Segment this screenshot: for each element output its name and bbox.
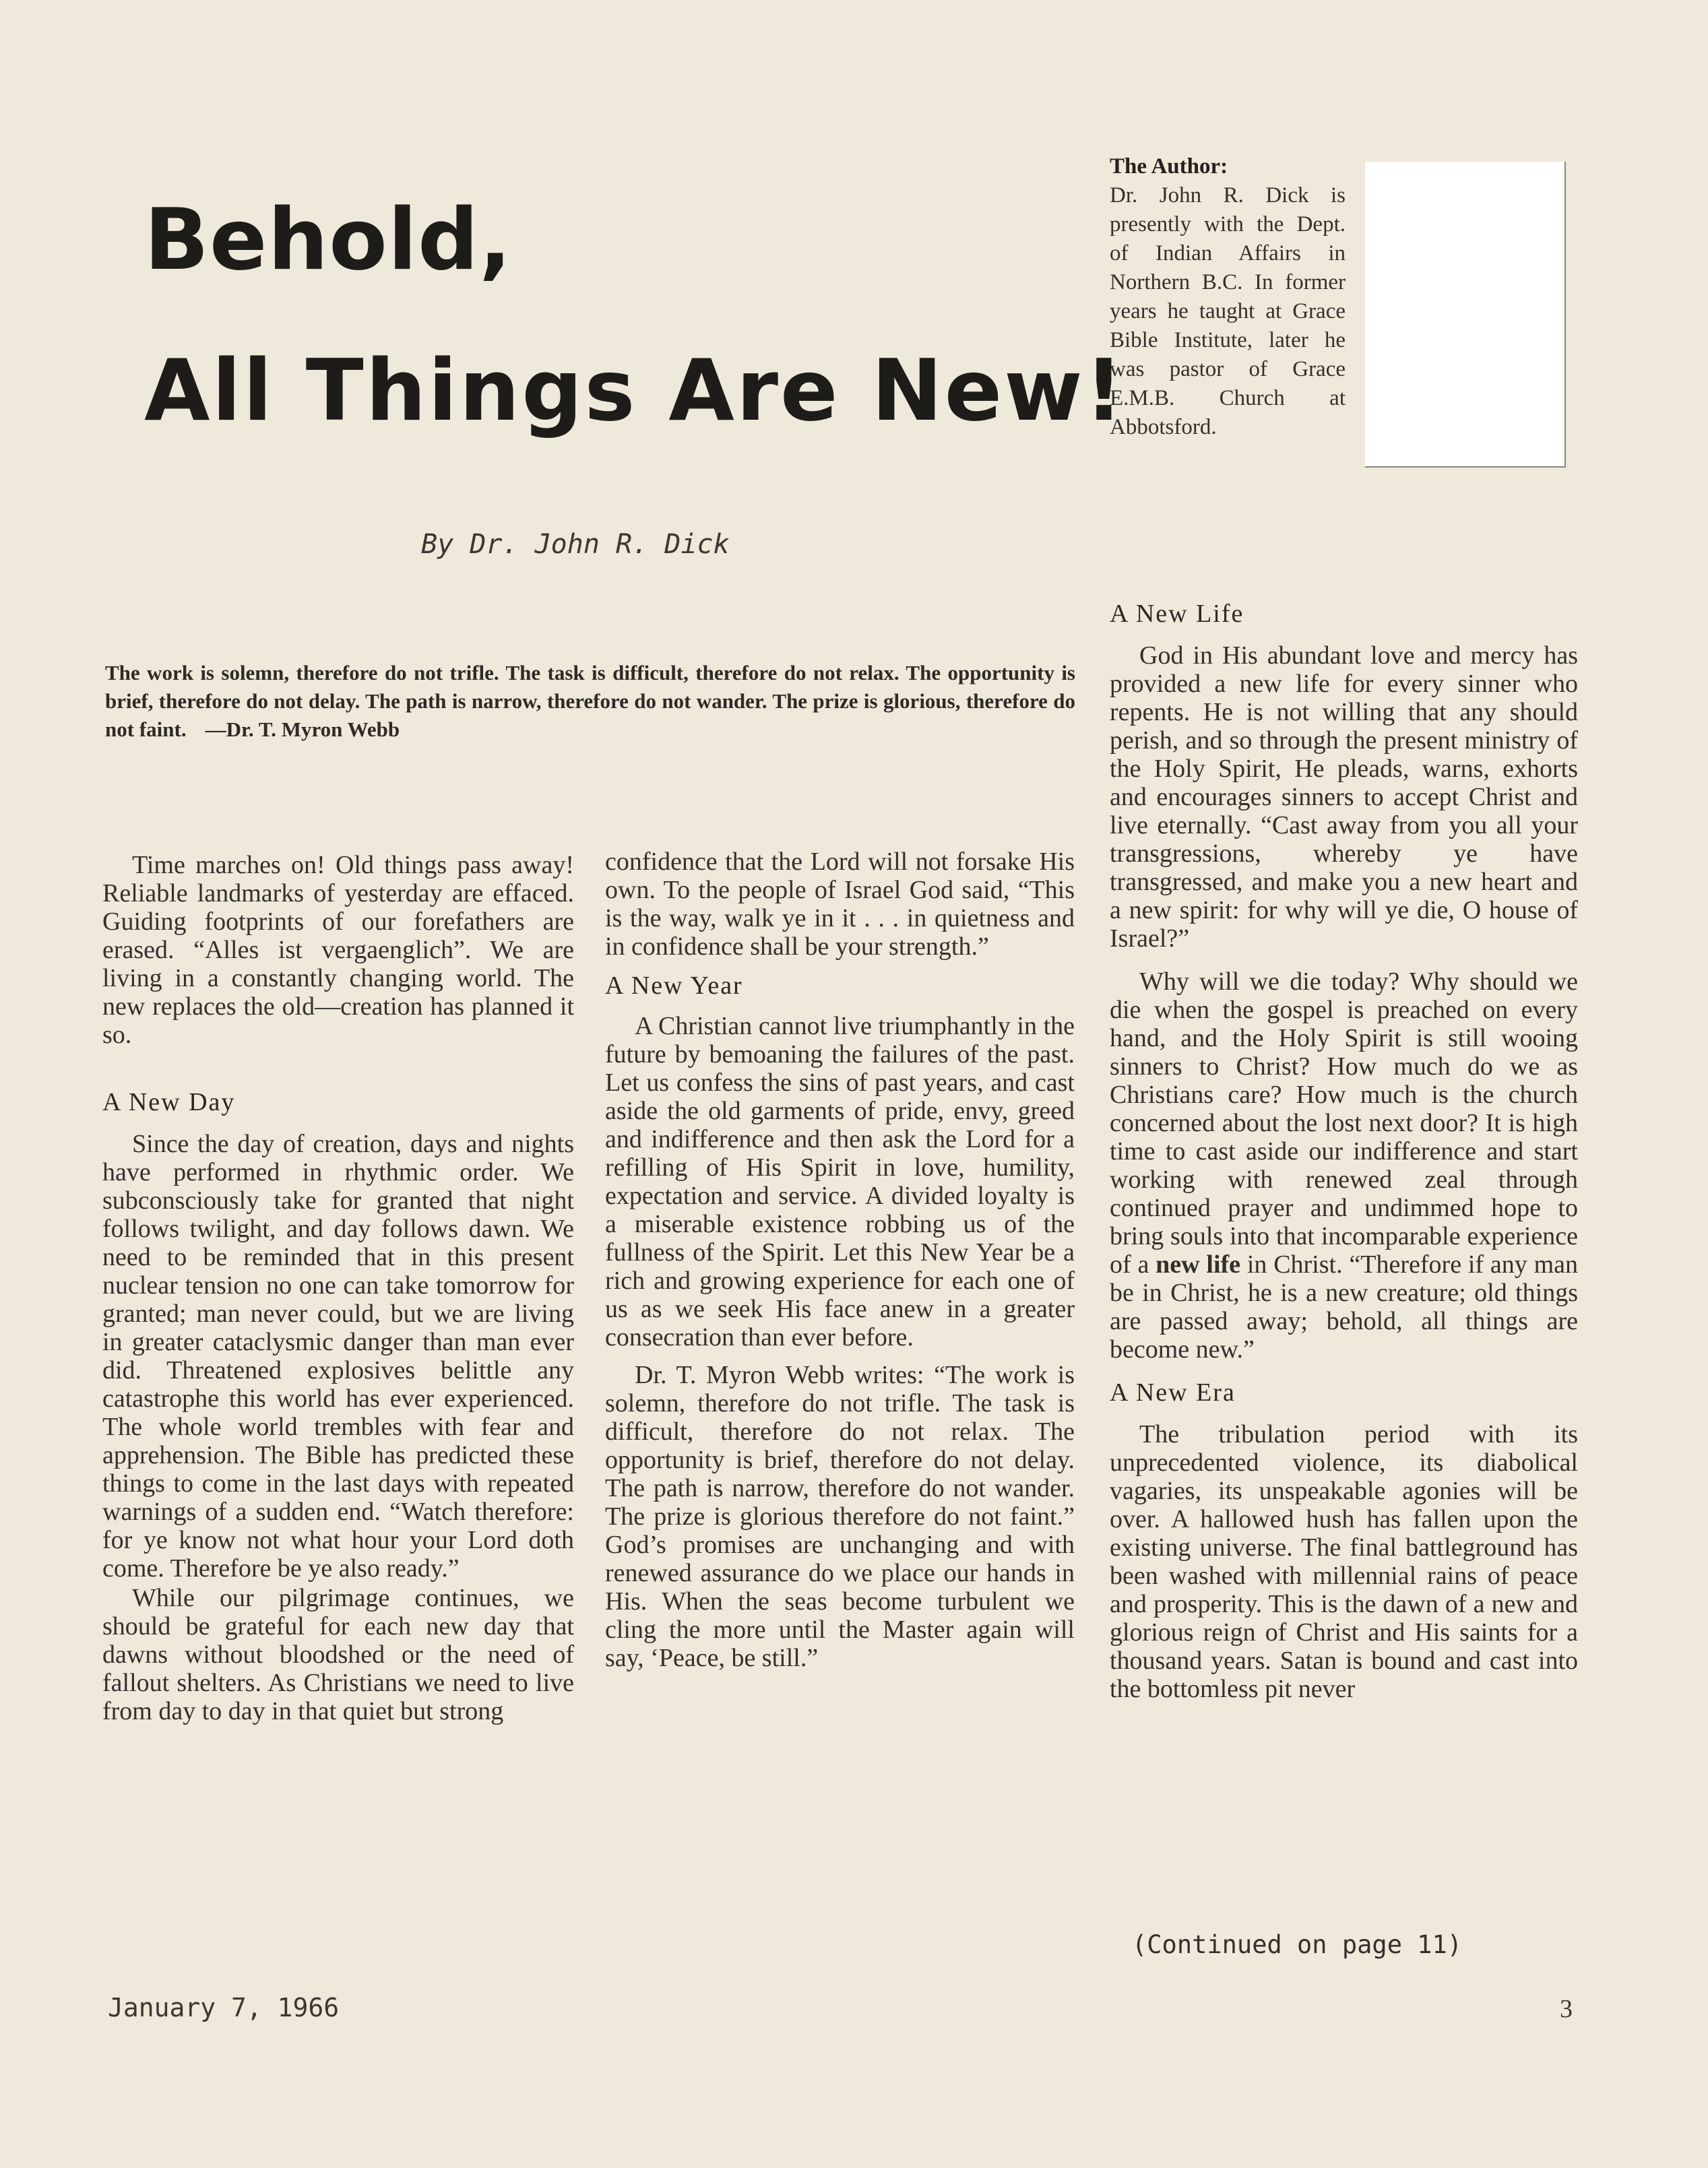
column-2 xyxy=(605,848,1075,1683)
byline: By Dr. John R. Dick xyxy=(421,529,730,560)
author-box-label: The Author: xyxy=(1110,154,1228,179)
page-number: 3 xyxy=(1560,1995,1573,2023)
paragraph: The tribulation period with its unprecedented violence, its diabolical vagaries, its unspeakable agonies will be over. A hallowed hush has fallen upon the existing universe. The final battleground has been washed with millennial rains of peace and prosperity. This is the dawn of a new and glorious reign of Christ and His saints for a thousand years. Satan is bound and cast into the bottomless pit never xyxy=(1110,1420,1578,1703)
paragraph: While our pilgrimage continues, we should be grateful for each new day that dawns without bloodshed or the need of fallout shelters. As Christians we need to live from day to day in that quiet but strong xyxy=(102,1584,574,1725)
continued-notice: (Continued on page 11) xyxy=(1132,1930,1463,1959)
column-1 xyxy=(102,851,574,1736)
epigraph-attribution: —Dr. T. Myron Webb xyxy=(205,718,400,741)
paragraph: A Christian cannot live triumphantly in the future by bemoaning the failures of the past. Let us confess the sins of past years, and cast aside the old garments of pride, envy, greed and indifference and then ask the Lord for a refilling of His Spirit in love, humility, expectation and service. A divided loyalty is a miserable existence robbing us of the fullness of the Spirit. Let this New Year be a rich and growing experience for each one of us as we seek His face anew in a greater consecration than ever before. xyxy=(605,1012,1075,1351)
author-photo-placeholder xyxy=(1365,162,1566,468)
article-title-line-2: All Things Are New! xyxy=(144,341,1126,440)
paragraph: Since the day of creation, days and nights have performed in rhythmic order. We subconsciously take for granted that night follows twilight, and day follows dawn. We need to be reminded that in this present nuclear tension no one can take tomorrow for granted; man never could, but we are living in greater cataclysmic danger than man ever did. Threatened explosives belittle any catastrophe this world has ever experienced. The whole world trembles with fear and apprehension. The Bible has predicted these things to come in the last days with repeated warnings of a sudden end. “Watch therefore: for ye know not what hour your Lord doth come. Therefore be ye also ready.” xyxy=(102,1130,574,1583)
emphasis-new-life: new life xyxy=(1156,1250,1241,1279)
paragraph: Time marches on! Old things pass away! Reliable landmarks of yesterday are effaced. Guiding footprints of our forefathers are erased. “Alles ist vergaenglich”. We are living in a constantly changing world. The new replaces the old—creation has planned it so. xyxy=(102,851,574,1049)
paragraph-part: Why will we die today? Why should we die when the gospel is preached on every hand, and the Holy Spirit is still wooing sinners to Christ? How much do we as Christians care? How much is the church concerned about the lost next door? It is high time to cast aside our indifference and start working with renewed zeal through continued prayer and undimmed hope to bring souls into that incomparable experience of a xyxy=(1110,967,1578,1279)
column-3 xyxy=(1110,600,1578,1714)
article-title-line-1: Behold, xyxy=(144,190,513,289)
epigraph-text: The work is solemn, therefore do not trifle. The task is difficult, therefore do not relax. The opportunity is brief, therefore do not delay. The path is narrow, therefore do not wander. The prize is glorious, therefore do not faint. xyxy=(105,661,1075,741)
section-heading-new-day: A New Day xyxy=(102,1088,236,1116)
paragraph: God in His abundant love and mercy has provided a new life for every sinner who repents. He is not willing that any should perish, and so through the present ministry of the Holy Spirit, He pleads, warns, exhorts and encourages sinners to accept Christ and live eternally. “Cast away from you all your transgressions, whereby ye have transgressed, and make you a new heart and a new spirit: for why will ye die, O house of Israel?” xyxy=(1110,641,1578,953)
author-box xyxy=(1110,152,1346,442)
epigraph xyxy=(105,659,1075,744)
footer-date: January 7, 1966 xyxy=(108,1993,340,2022)
paragraph: confidence that the Lord will not forsake His own. To the people of Israel God said, “This is the way, walk ye in it . . . in quietness and in confidence shall be your strength.” xyxy=(605,848,1075,961)
paragraph-part: in Christ. “Therefore if any man be in Christ, he is a new creature; old things are passed away; behold, all things are become new.” xyxy=(1110,1250,1578,1364)
section-heading-new-era: A New Era xyxy=(1110,1378,1236,1407)
author-box-text: Dr. John R. Dick is presently with the Dept. of Indian Affairs in Northern B.C. In former years he taught at Grace Bible Institute, later he was pastor of Grace E.M.B. Church at Abbotsford. xyxy=(1110,183,1346,439)
paragraph xyxy=(1110,967,1578,1364)
section-heading-new-life: A New Life xyxy=(1110,600,1244,628)
paragraph: Dr. T. Myron Webb writes: “The work is solemn, therefore do not trifle. The task is difficult, therefore do not relax. The opportunity is brief, therefore do not delay. The path is narrow, therefore do not wander. The prize is glorious therefore do not faint.” God’s promises are unchanging and with renewed assurance do we place our hands in His. When the seas become turbulent we cling the more until the Master again will say, ‘Peace, be still.” xyxy=(605,1361,1075,1672)
section-heading-new-year: A New Year xyxy=(605,971,743,1000)
